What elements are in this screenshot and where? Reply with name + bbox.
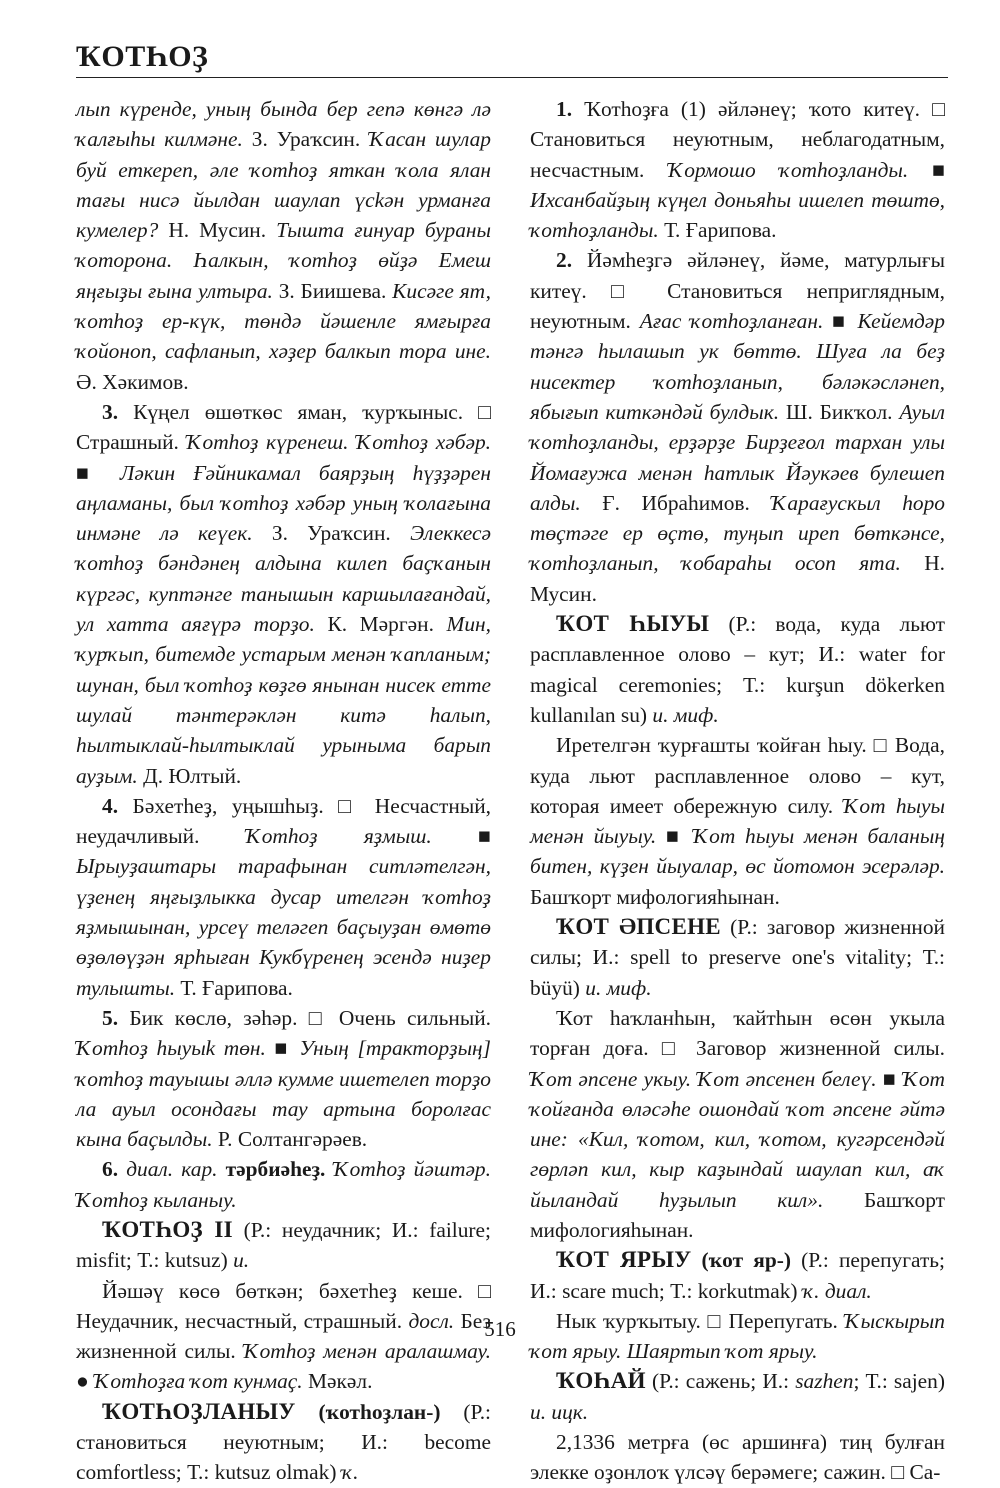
text-run: ■	[656, 824, 694, 849]
entry-headword: ҠОТҺОҘЛАНЫУ	[102, 1398, 296, 1424]
page-number: 516	[484, 1317, 516, 1341]
right-column	[530, 94, 945, 1488]
text-run: Башҡорт мифологияһынан.	[530, 1187, 945, 1242]
text-run: Бик көслө, зәһәр. □ Очень сильный.	[118, 1005, 491, 1030]
italic-text: и. миф.	[652, 702, 719, 727]
italic-text: и. миф.	[585, 975, 652, 1000]
dictionary-paragraph	[530, 730, 945, 912]
text-run: ■	[76, 460, 120, 485]
italic-text: лып күрендe, уның бында бер гenә көнгә лә ҡалғыһы килмәне.	[76, 97, 491, 152]
entry-headword: ҠОҺАЙ	[556, 1368, 646, 1394]
text-run: (Р.: неудачник; И.: failure; misfit; Т.: kutsuz)	[76, 1217, 491, 1273]
text-run: (Р.: становиться неуютным; И.: become comfortless; Т.: kutsuz olmak)	[76, 1399, 491, 1485]
entry-headword: ҠОТ ЯРЫУ	[556, 1247, 692, 1273]
text-run: Ш. Бикҡол.	[779, 399, 900, 424]
text-run: Ә. Хәкимов.	[76, 369, 189, 394]
text-run: (Р.: сажень; И.:	[645, 1369, 796, 1394]
italic-text: Ҡормошо ҡотһоҙланды.	[668, 157, 909, 182]
italic-text: Ырыуҙаштары тарафынан ситләтелгән, үҙенең яңғыҙлыкка дусар ителгән ҡотһоҙ яҙмышынан, урсеү теләгеn баҫыуҙан өмөтө өҙөлөүҙән ярһыған Кукбүренең эсендә ниҙер тулышты.	[76, 854, 491, 1000]
text-run: Нык ҡурҡытыу. □ Перепугать.	[556, 1308, 845, 1333]
text-run: Р. Солтангәрәев.	[212, 1127, 368, 1152]
dictionary-paragraph	[76, 94, 491, 397]
italic-text: и.	[233, 1248, 250, 1273]
bold-text: (ҡот яр-)	[691, 1248, 791, 1273]
text-run: Бәхетһеҙ, уңышһыҙ. □ Несчастный, неудачливый.	[76, 793, 491, 849]
dictionary-paragraph	[530, 245, 945, 609]
italic-text: Ауыл ҡотһоҙланды, ерҙәрҙе Бирҙеғол тархан улы Йомағужа менән һатлык Йәукәев булешеп алды.	[530, 399, 945, 515]
dictionary-paragraph	[76, 1003, 491, 1154]
italic-text: ҡ. диал.	[802, 1278, 872, 1303]
italic-text: Ҡотһоҙ менән аралашмау.	[243, 1339, 492, 1364]
italic-text: диал. кар.	[118, 1157, 218, 1182]
dictionary-paragraph	[530, 609, 945, 730]
bold-text: 6.	[102, 1157, 119, 1182]
text-run: Т. Ғарипова.	[658, 218, 777, 243]
dictionary-paragraph	[76, 397, 491, 791]
italic-text: досл.	[408, 1308, 455, 1333]
bold-text: 4.	[102, 793, 119, 818]
text-run: Мәкәл.	[302, 1369, 373, 1394]
text-run: Н. Мусин.	[530, 551, 945, 606]
dictionary-paragraph	[530, 94, 945, 245]
italic-text: Ләкин Ғәйникамал баярҙың һүҙҙәрен аңламаны, был ҡотһоҙ хәбәр уның ҡолағына инмәне лә кеүек.	[76, 460, 491, 546]
text-run: ■	[265, 1036, 300, 1061]
text-run: 2,1336 метрға (өс аршинға) тиң булған элекке оҙонлоҡ үлсәү берәмегe; сажин. □ Са-	[530, 1430, 945, 1485]
text-run: ■	[823, 309, 858, 334]
text-run: Күңел өшөткөс яман, ҡурҡыныс. □ Страшный.	[76, 399, 491, 455]
text-run: З. Ураҡсин.	[252, 521, 411, 546]
bold-text: 5.	[102, 1005, 119, 1030]
dictionary-paragraph	[530, 1245, 945, 1306]
italic-text: Ҡот һыуы менән йыуыу.	[530, 793, 945, 849]
italic-text: Ҡот ҡойғанда өләсәһе ошондай ҡот әпсене әйтә ине: «Кил, ҡотом, кил, ҡотом, кугәрсендәй гөрләп кил, кыр каҙындай шаулап кил, аҡ йыландай һуҙылып кил».	[530, 1066, 945, 1212]
dictionary-paragraph	[76, 1215, 491, 1276]
italic-text: Ағас ҡотһоҙланған.	[639, 309, 824, 334]
text-run: (Р.: вода, куда льют расплавленное олово – кут; И.: water for magical ceremonies; Т.: kurşun dökerken kullanılan su)	[530, 612, 945, 727]
italic-text: Кисәгe ят, ҡотһоҙ ер-күк, төндә йәшенле ямғырға ҡойонoп, сафланып, хәҙер балкып тора инe.	[76, 278, 491, 364]
text-run: ●	[76, 1369, 95, 1394]
italic-text: Ҡотһоҙ йәштәр. Ҡотһоҙ кыланыу.	[76, 1157, 491, 1212]
italic-text: и. ицк.	[530, 1399, 589, 1424]
italic-text: Тышта ғинуар бураны ҡоторона. Һалкын, ҡотһоҙ өйҙә Емеш яңғыҙы ғына ултыра.	[76, 218, 491, 303]
italic-text: Уның [тракторҙың] ҡотһоҙ тауышы әллә кумме ишетелеп торҙо ла ауыл осондағы тау артына боролғас кына баҫылды.	[76, 1036, 491, 1152]
text-run: Йәмһеҙгә әйләнеү, йәме, матурлығы китеү. □ Становиться неприглядным, неуютным.	[530, 248, 945, 334]
text-run: З. Ураҡсин.	[242, 127, 370, 152]
text-run: (Р.: перепугать; И.: scare much; Т.: korkutmak)	[530, 1248, 945, 1303]
italic-text: Ҡыскырып ҡот ярыу. Шаяртып ҡот ярыу.	[530, 1308, 945, 1364]
dictionary-paragraph	[530, 1366, 945, 1427]
text-run: (Р.: заговор жизненной силы; И.: spell to preserve one's vitality; Т.: büyü)	[530, 915, 945, 1000]
dictionary-paragraph	[530, 912, 945, 1003]
text-run: Ҡот һаҡланһын, ҡайтһын өсөн укыла торған доға. □ Заговор жизненной силы.	[530, 1005, 945, 1061]
italic-text: sazhen	[795, 1369, 854, 1394]
text-run: Йәшәү көсө бөткән; бәхетһеҙ кеше. □ Неудачник, несчастный, страшный.	[76, 1278, 491, 1333]
text-run: Ҡотһоҙға (1) әйләнеү; ҡото китеү. □ Становиться неуютным, неблагодатным, несчастным.	[530, 97, 945, 182]
italic-text: Ҡарағускыл һоро төҫтәге ер өҫтө, туңып иреп бөткәнсе, ҡотһоҙланып, ҡобараһы осоп ята.	[530, 490, 945, 576]
text-run: ■	[876, 1066, 903, 1091]
bold-text: (ҡотһоҙлан-)	[295, 1399, 441, 1424]
italic-text: Ҡотһоҙға ҡот кунмаҫ.	[94, 1369, 303, 1394]
bold-text: 1.	[556, 97, 573, 121]
italic-text: Ҡот һыуы менән баланың битен, күҙен йыуалар, өс йотомон эсерәләр.	[530, 824, 945, 879]
running-head	[76, 40, 948, 78]
italic-text: Ҡотһоҙ күренеш. Ҡотһоҙ хәбәр.	[186, 430, 491, 455]
italic-text: Мин, ҡурҡып, битемде устарым менән ҡапланым; шунан, был ҡотһоҙ көҙгө янынан нисек етте шулай тәнтерәклән китә һалып, һылтыклай-һылтыклай урыныма барып ауҙым.	[76, 612, 491, 788]
text-run: Ғ. Ибраһимов.	[580, 490, 772, 515]
italic-text: Ҡасан шулар буй еткереп, әле ҡотһоҙ яткан ҡола ялан тағы нисә йылдан шаулап үсkән урманға кумелер?	[76, 127, 492, 243]
text-run: Без жизненной силы.	[76, 1308, 491, 1364]
entry-headword: ҠОТ ҺЫУЫ	[556, 611, 710, 637]
text-run: Иретелгән ҡурғашты ҡойған һыу. □ Вода, куда льют расплавленное олово – кут, которая имеет обережную силу.	[530, 733, 945, 818]
italic-text: Ҡот әпсене укыу. Ҡот әпсенен белеү.	[530, 1066, 877, 1091]
text-run: ; Т.: sajen)	[853, 1369, 945, 1394]
italic-text: Ҡотһоҙ һыуыk төн.	[76, 1036, 266, 1061]
italic-text: ҡ.	[341, 1460, 359, 1485]
text-run: К. Мәргән.	[314, 612, 447, 637]
italic-text: Кейемдәр тәнгә һылашып ук бөттө. Шуға ла беҙ нисектер ҡотһоҙланып, бәләкәсләнеп, ябығып киткәндәй булдык.	[530, 309, 945, 424]
text-run: ■	[431, 824, 491, 849]
bold-text: 3.	[102, 399, 119, 424]
text-run: Н. Мусин.	[158, 218, 277, 243]
italic-text: Ҡотһоҙ яҙмыш.	[245, 824, 432, 849]
dictionary-paragraph	[530, 1427, 945, 1488]
text-run: ■	[908, 157, 945, 182]
entry-headword: ҠОТ ӘПСЕНЕ	[556, 914, 721, 940]
left-column	[76, 94, 491, 1488]
text-run: Башҡорт мифологияһынан.	[530, 884, 780, 909]
dictionary-paragraph	[76, 1154, 491, 1215]
bold-text: тәрбиәһеҙ.	[217, 1157, 326, 1182]
dictionary-paragraph	[76, 1397, 491, 1488]
italic-text: Элеккесә ҡотһоҙ бәндәнең алдына килеп баҫҡанын күргәс, куптәнге танышын каршылағандай, ул хатта аяғүрә торҙо.	[76, 521, 491, 637]
dictionary-paragraph	[530, 1003, 945, 1245]
running-head-word: ҠОТҺОҘ	[76, 40, 209, 73]
text-run: З. Биишева.	[272, 278, 393, 303]
text-run: Т. Ғарипова.	[175, 975, 293, 1000]
dictionary-paragraph	[76, 791, 491, 1003]
text-run: Д. Юлтый.	[137, 763, 242, 788]
entry-headword: ҠОТҺОҘ II	[102, 1216, 233, 1242]
italic-text: Ихсанбайҙың күңел доньяһы ишелеп төштө, ҡотһоҙланды.	[530, 187, 945, 243]
bold-text: 2.	[556, 248, 573, 273]
